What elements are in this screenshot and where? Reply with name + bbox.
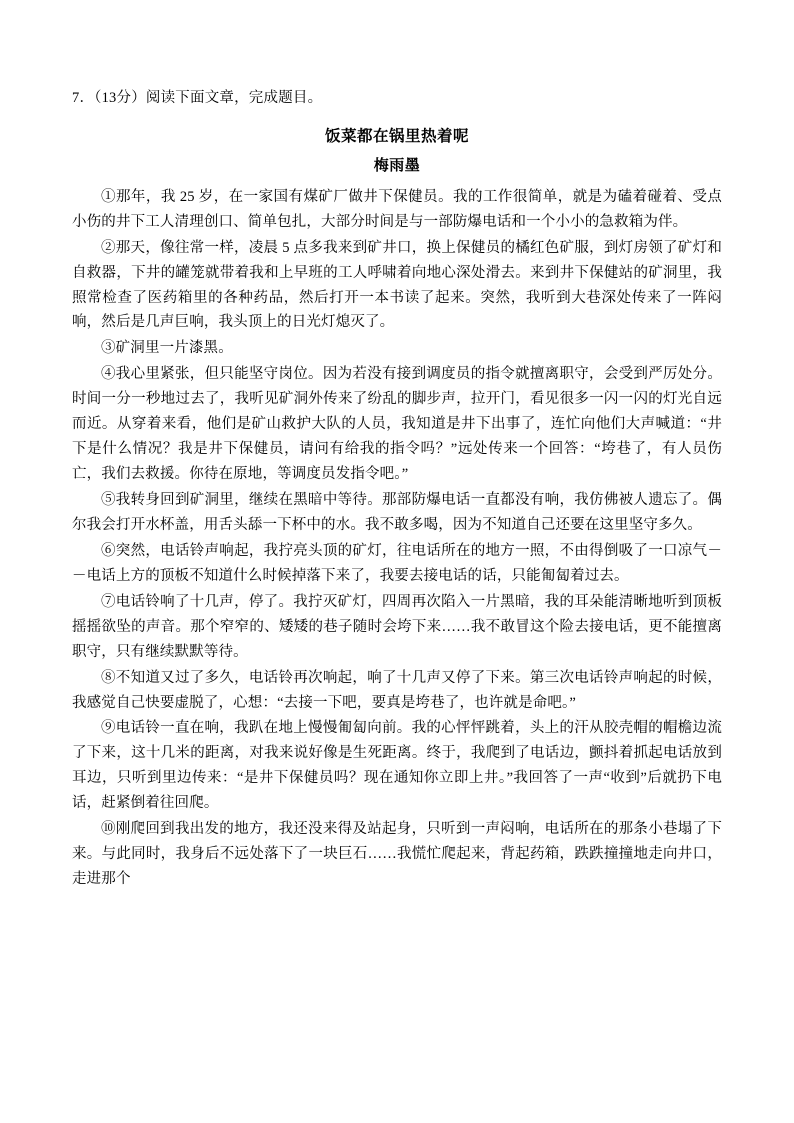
paragraph: ①那年，我 25 岁，在一家国有煤矿厂做井下保健员。我的工作很简单，就是为磕着碰着、受点小伤的井下工人清理创口、简单包扎，大部分时间是与一部防爆电话和一个小小的急救箱为伴。 — [72, 188, 722, 230]
question-heading: 7．（13分）阅读下面文章，完成题目。 — [72, 90, 323, 106]
paragraph: ④我心里紧张，但只能坚守岗位。因为若没有接到调度员的指令就擅离职守，会受到严厉处分。时间一分一秒地过去了，我听见矿洞外传来了纷乱的脚步声，拉开门，看见很多一闪一闪的灯光自远而近。从穿着来看，他们是矿山救护大队的人员，我知道是井下出事了，连忙向他们大声喊道：“井下是什么情况？我是井下保健员，请问有给我的指令吗？”远处传来一个回答：“垮巷了，有人员伤亡，我们去救援。你待在原地，等调度员发指令吧。” — [72, 366, 722, 483]
paragraph: ⑩刚爬回到我出发的地方，我还没来得及站起身，只听到一声闷响，电话所在的那条小巷塌了下来。与此同时，我身后不远处落下了一块巨石……我慌忙爬起来，背起药箱，跌跌撞撞地走向井口，走进那个 — [72, 821, 722, 888]
article-title: 饭菜都在锅里热着呢 — [324, 127, 469, 145]
paragraph: ⑧不知道又过了多久，电话铃再次响起，响了十几声又停了下来。第三次电话铃声响起的时候，我感觉自己快要虚脱了，心想：“去接一下吧，要真是垮巷了，也许就是命吧。” — [72, 669, 722, 711]
paragraph: ②那天，像往常一样，凌晨 5 点多我来到矿井口，换上保健员的橘红色矿服，到灯房领了矿灯和自救器，下井的罐笼就带着我和上早班的工人呼啸着向地心深处滑去。来到井下保健站的矿洞里，我照常检查了医药箱里的各种药品，然后打开一本书读了起来。突然，我听到大巷深处传来了一阵闷响，然后是几声巨响，我头顶上的日光灯熄灭了。 — [72, 239, 722, 331]
paragraph: ③矿洞里一片漆黑。 — [101, 340, 233, 357]
paragraph: ⑤我转身回到矿洞里，继续在黑暗中等待。那部防爆电话一直都没有响，我仿佛被人遗忘了。偶尔我会打开水杯盖，用舌头舔一下杯中的水。我不敢多喝，因为不知道自己还要在这里坚守多久。 — [72, 492, 722, 533]
paragraph: ⑨电话铃一直在响，我趴在地上慢慢匍匐向前。我的心怦怦跳着，头上的汗从胶壳帽的帽檐边流了下来，这十几米的距离，对我来说好像是生死距离。终于，我爬到了电话边，颤抖着抓起电话放到耳边，只听到里边传来：“是井下保健员吗？现在通知你立即上井。”我回答了一声“收到”后就扔下电话，赶紧倒着往回爬。 — [72, 720, 722, 812]
paragraph: ⑦电话铃响了十几声，停了。我拧灭矿灯，四周再次陷入一片黑暗，我的耳朵能清晰地听到顶板摇摇欲坠的声音。那个窄窄的、矮矮的巷子随时会垮下来……我不敢冒这个险去接电话，更不能擅离职守，只有继续默默等待。 — [72, 593, 722, 660]
paragraph: ⑥突然，电话铃声响起，我拧亮头顶的矿灯，往电话所在的地方一照，不由得倒吸了一口凉气－－电话上方的顶板不知道什么时候掉落下来了，我要去接电话的话，只能匍匐着过去。 — [72, 542, 722, 584]
article-author: 梅雨墨 — [373, 157, 421, 174]
